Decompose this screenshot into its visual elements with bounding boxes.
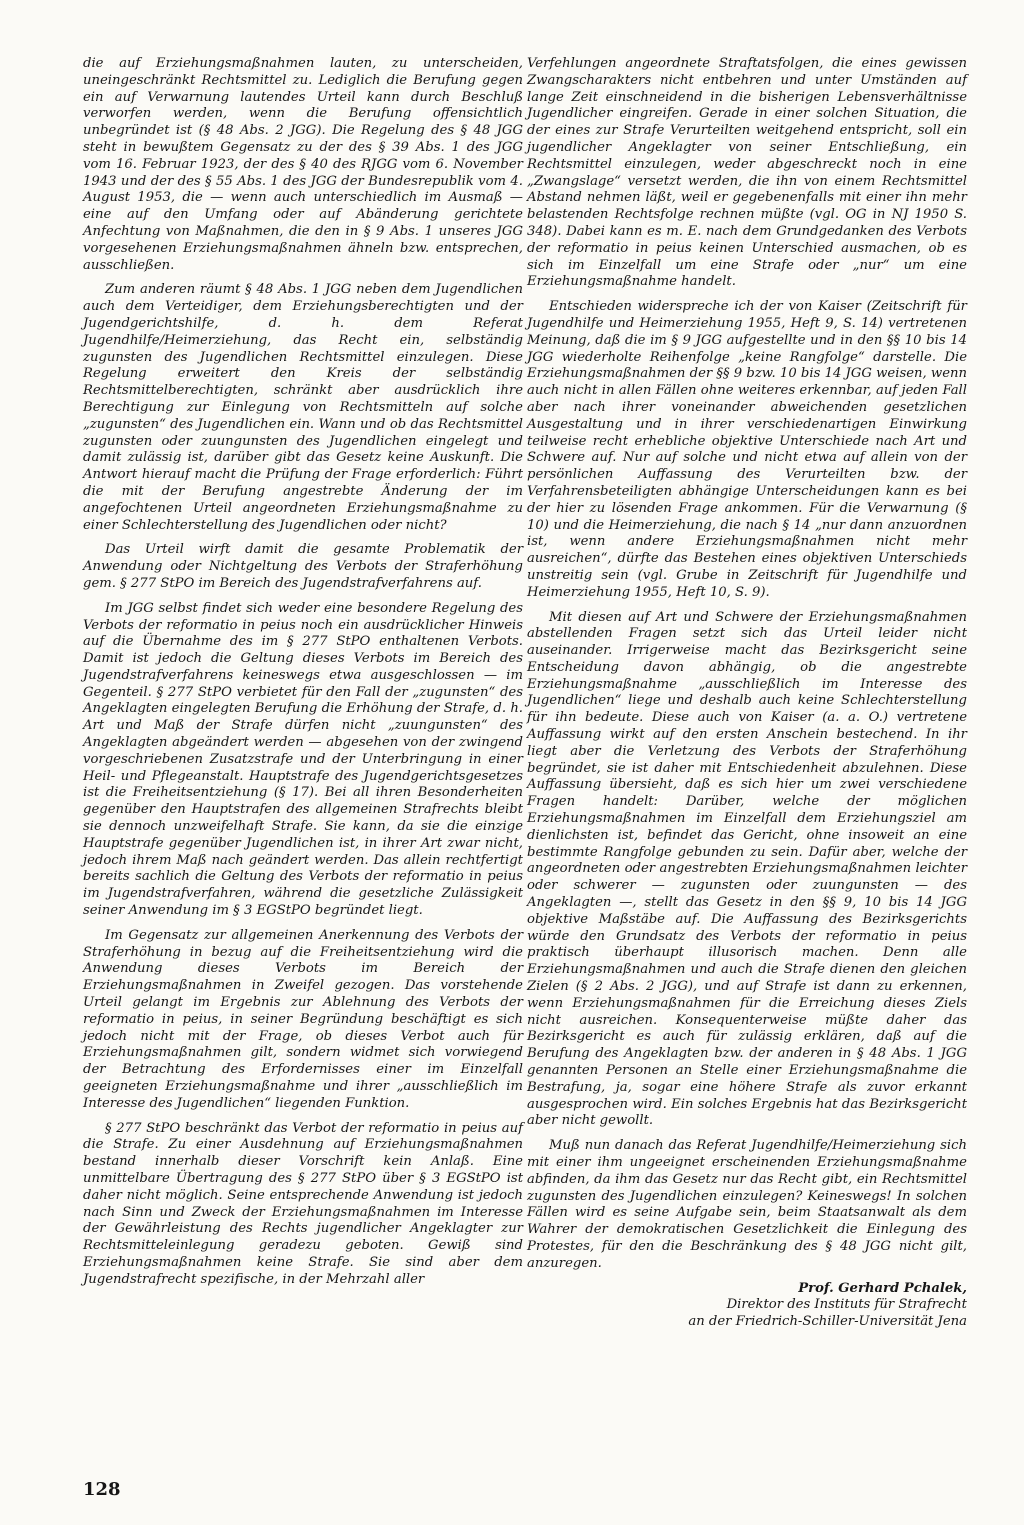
paragraph: Im Gegensatz zur allgemeinen Anerkennung des Verbots der Straferhöhung in bezug auf die Freiheitsentziehung wird die Anwendung dieses Verbots im Bereich der Erziehungsmaßnahmen in Zweifel gezogen. Das vorstehende Urteil gelangt im Ergebnis zur Ablehnung des Verbots der reformatio in peius, in seiner Begründung beschäftigt es sich jedoch nicht mit der Frage, ob dieses Verbot auch für Erziehungsmaßnahmen gilt, sondern widmet sich vorwiegend der Betrachtung des Erfordernisses einer im Einzelfall geeigneten Erziehungsmaßnahme und ihrer „ausschließlich im Interesse des Jugendlichen“ liegenden Funktion.	[83, 927, 523, 1111]
paragraph: Mit diesen auf Art und Schwere der Erziehungsmaßnahmen abstellenden Fragen setzt sich das Urteil leider nicht auseinander. Irrigerweise macht das Bezirksgericht seine Entscheidung davon abhängig, ob die angestrebte Erziehungsmaßnahme „ausschließlich im Interesse des Jugendlichen“ liege und deshalb auch keine Schlechterstellung für ihn bedeute. Diese auch von Kaiser (a. a. O.) vertretene Auffassung wirkt auf den ersten Anschein bestechend. In ihr liegt aber die Verletzung des Verbots der Straferhöhung begründet, sie ist daher mit Entschiedenheit abzulehnen. Diese Auffassung übersieht, daß es sich hier um zwei verschiedene Fragen handelt: Darüber, welche der möglichen Erziehungsmaßnahmen im Einzelfall dem Erziehungsziel am dienlichsten ist, befindet das Gericht, ohne insoweit an eine bestimmte Rangfolge gebunden zu sein. Dafür aber, welche der angeordneten oder angestrebten Erziehungsmaßnahmen leichter oder schwerer — zugunsten oder zuungunsten — des Angeklagten —, stellt das Gesetz in den §§ 9, 10 bis 14 JGG objektive Maßstäbe auf. Die Auffassung des Bezirksgerichts würde den Grundsatz des Verbots der reformatio in peius praktisch überhaupt illusorisch machen. Denn alle Erziehungsmaßnahmen und auch die Strafe dienen den gleichen Zielen (§ 2 Abs. 2 JGG), und auf Strafe ist dann zu erkennen, wenn Erziehungsmaßnahmen für die Erreichung dieses Ziels nicht ausreichen. Konsequenterweise müßte daher das Bezirksgericht es auch für zulässig erklären, daß auf die Berufung des Angeklagten bzw. der anderen in § 48 Abs. 1 JGG genannten Personen an Stelle einer Erziehungsmaßnahme die Bestrafung, ja, sogar eine höhere Strafe als zuvor erkannt ausgesprochen wird. Ein solches Ergebnis hat das Bezirksgericht aber nicht gewollt.	[527, 609, 967, 1129]
right-column	[527, 56, 967, 1331]
left-column	[83, 56, 523, 1297]
paragraph: Entschieden widerspreche ich der von Kaiser (Zeitschrift für Jugendhilfe und Heimerziehung 1955, Heft 9, S. 14) vertretenen Meinung, daß die im § 9 JGG aufgestellte und in den §§ 10 bis 14 JGG wiederholte Reihenfolge „keine Rangfolge“ darstelle. Die Erziehungsmaßnahmen der §§ 9 bzw. 10 bis 14 JGG weisen, wenn auch nicht in allen Fällen ohne weiteres erkennbar, auf jeden Fall aber nach ihrer voneinander abweichenden gesetzlichen Ausgestaltung und in ihrer verschiedenartigen Einwirkung teilweise recht erhebliche objektive Unterschiede nach Art und Schwere auf. Nur auf solche und nicht etwa auf allein von der persönlichen Auffassung des Verurteilten bzw. der Verfahrensbeteiligten abhängige Unterscheidungen kann es bei der hier zu lösenden Frage ankommen. Für die Verwarnung (§ 10) und die Heimerziehung, die nach § 14 „nur dann anzuordnen ist, wenn andere Erziehungsmaßnahmen nicht mehr ausreichen“, dürfte das Bestehen eines objektiven Unterschieds unstreitig sein (vgl. Grube in Zeitschrift für Jugendhilfe und Heimerziehung 1955, Heft 10, S. 9).	[527, 299, 967, 600]
paragraph: Verfehlungen angeordnete Straftatsfolgen, die eines gewissen Zwangscharakters nicht entbehren und unter Umständen auf lange Zeit einschneidend in die bisherigen Lebensverhältnisse Jugendlicher eingreifen. Gerade in einer solchen Situation, die der eines zur Strafe Verurteilten weitgehend entspricht, soll ein jugendlicher Angeklagter von seiner Entschließung, ein Rechtsmittel einzulegen, weder abgeschreckt noch in eine „Zwangslage“ versetzt werden, die ihn von einem Rechtsmittel Abstand nehmen läßt, weil er gegebenenfalls mit einer ihn mehr belastenden Rechtsfolge rechnen müßte (vgl. OG in NJ 1950 S. 348). Dabei kann es m. E. nach dem Grundgedanken des Verbots der reformatio in peius keinen Unterschied ausmachen, ob es sich im Einzelfall um eine Strafe oder „nur“ um eine Erziehungsmaßnahme handelt.	[527, 56, 967, 290]
paragraph: Muß nun danach das Referat Jugendhilfe/Heimerziehung sich mit einer ihm ungeeignet erscheinenden Erziehungsmaßnahme abfinden, da ihm das Gesetz nur das Recht gibt, ein Rechtsmittel zugunsten des Jugendlichen einzulegen? Keineswegs! In solchen Fällen wird es seine Aufgabe sein, beim Staatsanwalt als dem Wahrer der demokratischen Gesetzlichkeit die Einlegung des Protestes, für den die Beschränkung des § 48 JGG nicht gilt, anzuregen.	[527, 1138, 967, 1271]
author-signature	[527, 1281, 967, 1331]
author-affiliation: an der Friedrich-Schiller-Universität Jena	[688, 1314, 967, 1330]
paragraph: Im JGG selbst findet sich weder eine besondere Regelung des Verbots der reformatio in peius noch ein ausdrücklicher Hinweis auf die Übernahme des im § 277 StPO enthaltenen Verbots. Damit ist jedoch die Geltung dieses Verbots im Bereich des Jugendstrafverfahrens keineswegs etwa ausgeschlossen — im Gegenteil. § 277 StPO verbietet für den Fall der „zugunsten“ des Angeklagten eingelegten Berufung die Erhöhung der Strafe, d. h. Art und Maß der Strafe dürfen nicht „zuungunsten“ des Angeklagten abgeändert werden — abgesehen von der zwingend vorgeschriebenen Zusatzstrafe und der Unterbringung in einer Heil- und Pflegeanstalt. Hauptstrafe des Jugendgerichtsgesetzes ist die Freiheitsentziehung (§ 17). Bei all ihren Besonderheiten gegenüber den Hauptstrafen des allgemeinen Strafrechts bleibt sie dennoch unzweifelhaft Strafe. Sie kann, da sie die einzige Hauptstrafe gegenüber Jugendlichen ist, in ihrer Art zwar nicht, jedoch ihrem Maß nach geändert werden. Das allein rechtfertigt bereits sachlich die Geltung des Verbots der reformatio in peius im Jugendstrafverfahren, während die gesetzliche Zulässigkeit seiner Anwendung im § 3 EGStPO begründet liegt.	[83, 600, 523, 919]
paragraph: § 277 StPO beschränkt das Verbot der reformatio in peius auf die Strafe. Zu einer Ausdehnung auf Erziehungsmaßnahmen bestand innerhalb dieser Vorschrift kein Anlaß. Eine unmittelbare Übertragung des § 277 StPO über § 3 EGStPO ist daher nicht möglich. Seine entsprechende Anwendung ist jedoch nach Sinn und Zweck der Erziehungsmaßnahmen im Interesse der Gewährleistung des Rechts jugendlicher Angeklagter zur Rechtsmitteleinlegung geradezu geboten. Gewiß sind Erziehungsmaßnahmen keine Strafe. Sie sind aber dem Jugendstrafrecht spezifische, in der Mehrzahl aller	[83, 1120, 523, 1287]
paragraph: Das Urteil wirft damit die gesamte Problematik der Anwendung oder Nichtgeltung des Verbots der Straferhöhung gem. § 277 StPO im Bereich des Jugendstrafverfahrens auf.	[83, 542, 523, 591]
author-title: Direktor des Instituts für Strafrecht	[726, 1297, 967, 1313]
paragraph: die auf Erziehungsmaßnahmen lauten, zu unterscheiden, uneingeschränkt Rechtsmittel zu. Lediglich die Berufung gegen ein auf Verwarnung lautendes Urteil kann durch Beschluß verworfen werden, wenn die Berufung offensichtlich unbegründet ist (§ 48 Abs. 2 JGG). Die Regelung des § 48 JGG steht in bewußtem Gegensatz zu der des § 39 Abs. 1 des JGG vom 16. Februar 1923, der des § 40 des RJGG vom 6. November 1943 und der des § 55 Abs. 1 des JGG der Bundesrepublik vom 4. August 1953, die — wenn auch unterschiedlich im Ausmaß — eine auf den Umfang oder auf Abänderung gerichtete Anfechtung von Maßnahmen, die den in § 9 Abs. 1 unseres JGG vorgesehenen Erziehungsmaßnahmen ähneln bzw. entsprechen, ausschließen.	[83, 56, 523, 273]
paragraph: Zum anderen räumt § 48 Abs. 1 JGG neben dem Jugendlichen auch dem Verteidiger, dem Erziehungsberechtigten und der Jugendgerichtshilfe, d. h. dem Referat Jugendhilfe/Heimerziehung, das Recht ein, selbständig zugunsten des Jugendlichen Rechtsmittel einzulegen. Diese Regelung erweitert den Kreis der selbständig Rechtsmittelberechtigten, schränkt aber ausdrücklich ihre Berechtigung zur Einlegung von Rechtsmitteln auf solche „zugunsten“ des Jugendlichen ein. Wann und ob das Rechtsmittel zugunsten oder zuungunsten des Jugendlichen eingelegt und damit zulässig ist, darüber gibt das Gesetz keine Auskunft. Die Antwort hierauf macht die Prüfung der Frage erforderlich: Führt die mit der Berufung angestrebte Änderung der im angefochtenen Urteil angeordneten Erziehungsmaßnahme zu einer Schlechterstellung des Jugendlichen oder nicht?	[83, 282, 523, 533]
page-number: 128	[83, 1479, 121, 1500]
author-name: Prof. Gerhard Pchalek,	[798, 1280, 967, 1296]
